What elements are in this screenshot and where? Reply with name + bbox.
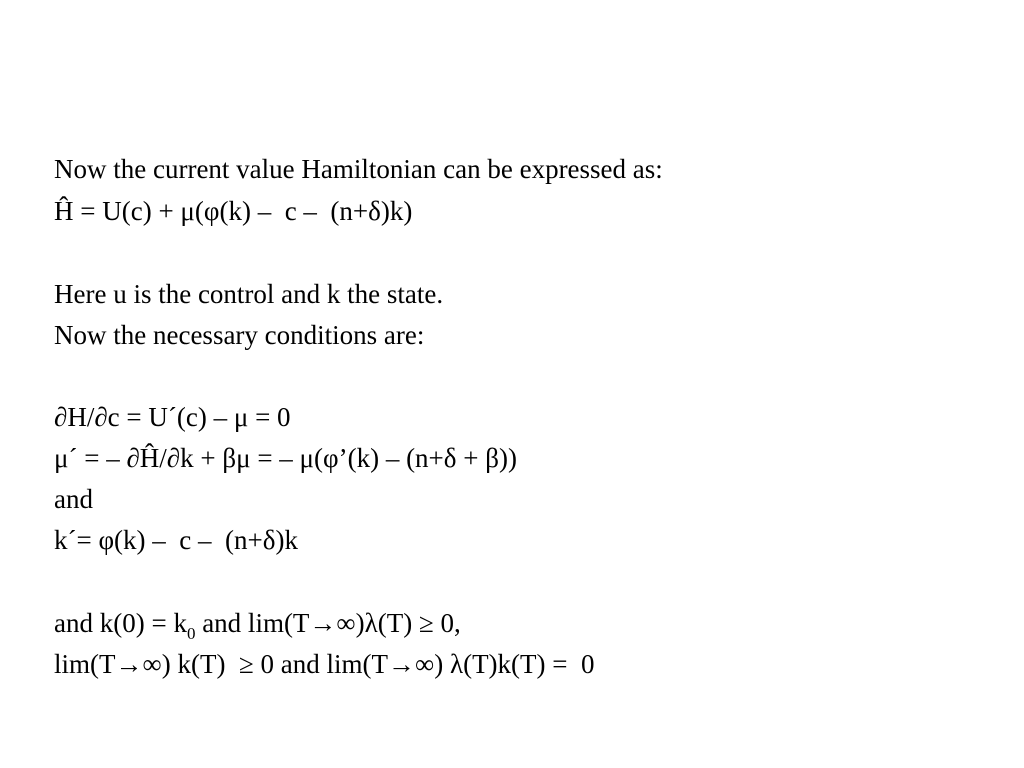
first-order-condition: ∂H/∂c = U´(c) – μ = 0 [54,402,291,432]
state-equation: k´= φ(k) – c – (n+δ)k [54,525,298,555]
costate-equation: μ´ = – ∂Ĥ/∂k + βμ = – μ(φ’(k) – (n+δ + β)) [54,443,517,473]
boundary-conditions [54,607,461,643]
boundary-prefix: and k(0) = k [54,608,187,638]
conditions-intro-text: Now the necessary conditions are: [54,320,425,350]
boundary-subscript: 0 [186,624,196,643]
intro-text: Now the current value Hamiltonian can be expressed as: [54,154,663,184]
transversality-condition: lim(T→∞) k(T) ≥ 0 and lim(T→∞) λ(T)k(T) = 0 [54,649,595,679]
and-text: and [54,484,93,514]
hamiltonian-equation: Ĥ = U(c) + μ(φ(k) – c – (n+δ)k) [54,196,413,226]
boundary-suffix: and lim(T→∞)λ(T) ≥ 0, [195,608,461,638]
control-state-text: Here u is the control and k the state. [54,279,444,309]
